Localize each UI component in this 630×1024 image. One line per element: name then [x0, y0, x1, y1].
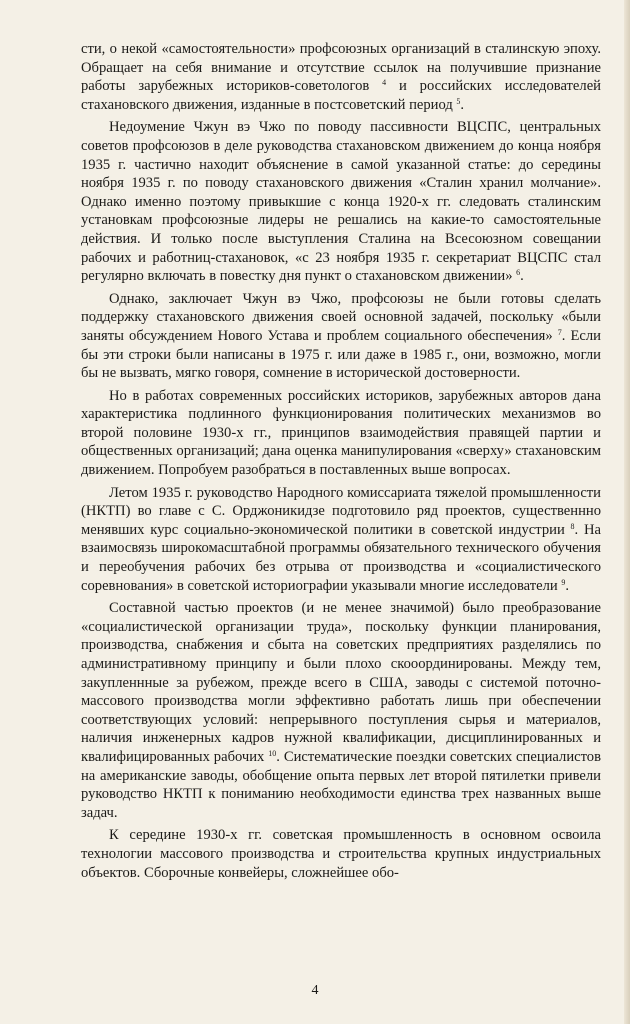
- paragraph: [81, 387, 601, 480]
- text-run: и российских исследователей стахановского движения, изданные в постсоветский период: [81, 78, 601, 113]
- page-body: [81, 40, 601, 882]
- footnote-ref: 8: [570, 521, 575, 531]
- paragraph: [81, 290, 601, 383]
- text-run: Однако, заключает Чжун вэ Чжо, профсоюзы не были готовы сделать поддержку стахановского движения своей основной задачей, поскольку «были заняты обсуждением Нового Устава и проблем социального обеспечения»: [81, 290, 601, 344]
- text-run: . Систематические поездки советских специалистов на американские заводы, обобщение опыта первых лет второй пятилетки привели руководство НКТП к пониманию необходимости единства трех названных выше задач.: [81, 748, 601, 821]
- paragraph: [81, 599, 601, 822]
- footnote-ref: 9: [561, 577, 566, 587]
- text-run: Составной частью проектов (и не менее значимой) было преобразование «социалистической организации труда», поскольку функции планирования, производства, снабжения и сбыта на советских предприятиях разделялись по административному принципу и были плохо скооординированы. Между тем, закупленнные за рубежом, прежде всего в США, заводы с системой поточно-массового производства могли эффективно работать лишь при обеспечении соответствующих условий: непрерывного поступления сырья и материалов, наличия инженерных кадров нужной квалификации, дисциплинированных и квалифицированных рабочих: [81, 600, 601, 765]
- text-run: .: [565, 577, 570, 594]
- text-run: . Если бы эти строки были написаны в 1975 г. или даже в 1985 г., они, возможно, могли бы не вызвать, мягко говоря, сомнение в исторической достоверности.: [81, 327, 601, 382]
- page-edge: [624, 0, 630, 1024]
- text-run: .: [520, 268, 524, 285]
- text-run: Летом 1935 г. руководство Народного комиссариата тяжелой промышленности (НКТП) во главе с С. Орджоникидзе подготовило ряд проектов, существеннно менявших курс социально-экономической политики в советской индустрии: [81, 484, 601, 538]
- text-run: сти, о некой «самостоятельности» профсоюзных организаций в сталинскую эпоху. Обращает на себя внимание и отсутствие ссылок на получившие признание работы зарубежных историков-советологов: [81, 41, 601, 95]
- footnote-ref: 4: [382, 78, 387, 88]
- page-number: 4: [311, 983, 319, 998]
- text-run: . На взаимосвязь широкомасштабной программы обязательного технического обучения и переобучения рабочих без отрыва от производства и «социалистического соревнования» в советской историографии указывали многие исследователи: [81, 521, 601, 594]
- footnote-ref: 7: [557, 327, 562, 337]
- footnote-ref: 10: [268, 748, 277, 758]
- text-run: Недоумение Чжун вэ Чжо по поводу пассивности ВЦСПС, центральных советов профсоюзов в деле руководства стахановском движением до конца ноября 1935 г. частично находит объяснение в самой указанной статье: до середины ноября 1935 г. по поводу стахановского движения «Сталин хранил молчание». Однако именно поэтому привыкшие с конца 1920-х гг. следовать сталинским установкам профсоюзные лидеры не решались на какие-то самостоятельные действия. И только после выступления Сталина на Всесоюзном совещании рабочих и работниц-стахановок, «с 23 ноября 1935 г. секретариат ВЦСПС стал регулярно включать в повестку дня пункт о стахановском движении»: [81, 119, 601, 285]
- paragraph: [81, 484, 601, 596]
- paragraph: [81, 118, 601, 285]
- text-run: .: [460, 96, 465, 113]
- footnote-ref: 5: [456, 96, 461, 106]
- footnote-ref: 6: [516, 268, 521, 278]
- paragraph: [81, 826, 601, 882]
- text-run: К середине 1930-х гг. советская промышленность в основном освоила технологии массового производства и строительства крупных индустриальных объектов. Сборочные конвейеры, сложнейшее обо-: [81, 827, 601, 881]
- text-run: Но в работах современных российских историков, зарубежных авторов дана характеристика подлинного функционирования политических механизмов во второй половине 1930-х гг., принципов взаимодействия правящей партии и общественных организаций; дана оценка манипулирования «сверху» стахановским движением. Попробуем разобраться в поставленных выше вопросах.: [81, 387, 601, 479]
- paragraph: [81, 40, 601, 114]
